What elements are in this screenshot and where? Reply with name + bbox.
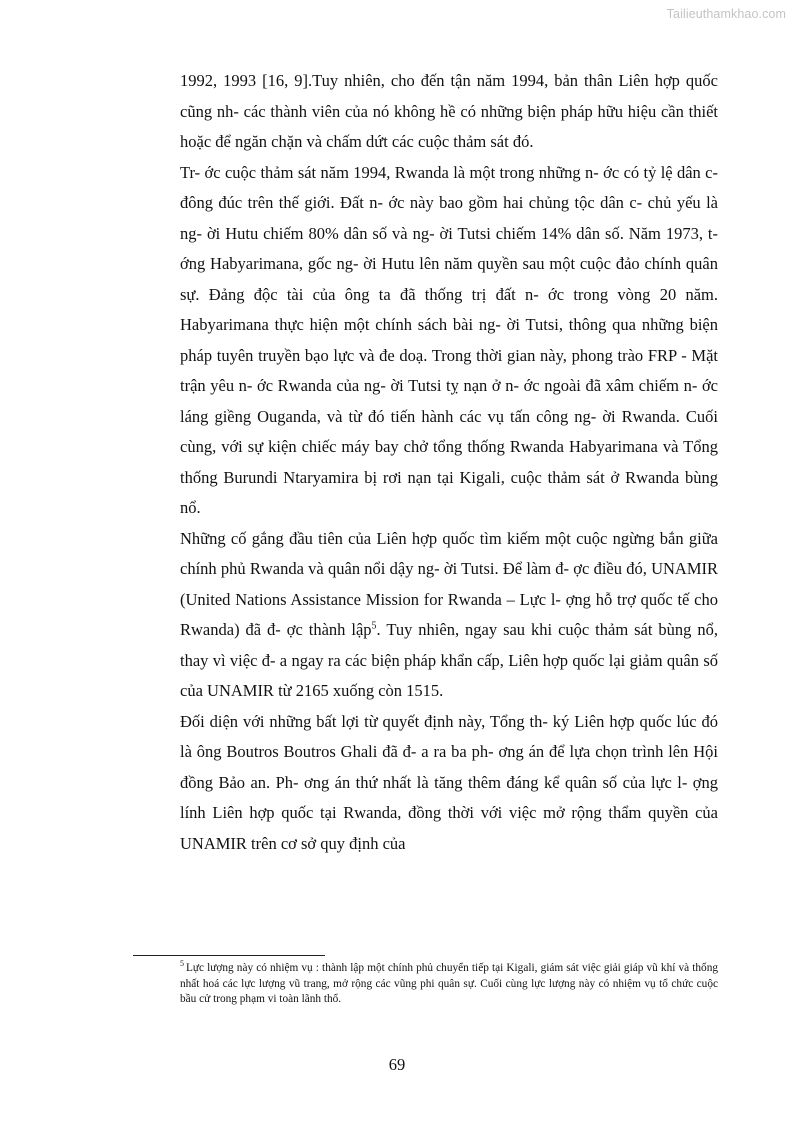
paragraph-unamir (180, 524, 718, 707)
paragraph-options (180, 707, 718, 860)
page-number: 69 (388, 1055, 406, 1074)
paragraph-intro (180, 66, 718, 158)
footnote (180, 961, 718, 1008)
paragraph-text: 1992, 1993 [16, 9].Tuy nhiên, cho đến tận năm 1994, bản thân Liên hợp quốc cũng nh- các thành viên của nó không hề có những biện pháp hữu hiệu cần thiết hoặc để ngăn chặn và chấm dứt các cuộc thảm sát đó. (180, 71, 718, 151)
paragraph-text: Tr- ớc cuộc thảm sát năm 1994, Rwanda là một trong những n- ớc có tỷ lệ dân c- đông đúc trên thế giới. Đất n- ớc này bao gồm hai chủng tộc dân c- chủ yếu là ng- ời Hutu chiếm 80% dân số và ng- ời Tutsi chiếm 14% dân số. Năm 1973, t- ớng Habyarimana, gốc ng- ời Hutu lên năm quyền sau một cuộc đảo chính quân sự. Đảng độc tài của ông ta đã thống trị đất n- ớc trong vòng 20 năm. Habyarimana thực hiện một chính sách bài ng- ời Tutsi, thông qua những biện pháp tuyên truyền bạo lực và đe doạ. Trong thời gian này, phong trào FRP - Mặt trận yêu n- ớc Rwanda của ng- ời Tutsi tỵ nạn ở n- ớc ngoài đã xâm chiếm n- ớc láng giềng Ouganda, và từ đó tiến hành các vụ tấn công ng- ời Rwanda. Cuối cùng, với sự kiện chiếc máy bay chở tổng thống Rwanda Habyarimana và Tổng thống Burundi Ntaryamira bị rơi nạn tại Kigali, cuộc thảm sát ở Rwanda bùng nổ. (180, 162, 718, 517)
paragraph-text-after: . Tuy nhiên, ngay sau khi cuộc thảm sát bùng nổ, thay vì việc đ- a ngay ra các biện pháp khẩn cấp, Liên hợp quốc lại giảm quân số của UNAMIR từ 2165 xuống còn 1515. (180, 620, 718, 700)
footnote-marker: 5 (180, 959, 184, 969)
footnote-divider (133, 955, 325, 956)
paragraph-background (180, 158, 718, 524)
footnote-text: Lực lượng này có nhiệm vụ : thành lập một chính phủ chuyển tiếp tại Kigali, giám sát việc giải giáp vũ khí và thống nhất hoá các lực lượng vũ trang, mở rộng các vũng phi quân sự. Cuối cùng lực lượng này có nhiệm vụ tổ chức cuộc bầu cử trong phạm vi toàn lãnh thổ. (180, 962, 718, 1005)
paragraph-text: Đối diện với những bất lợi từ quyết định này, Tổng th- ký Liên hợp quốc lúc đó là ông Boutros Boutros Ghali đã đ- a ra ba ph- ơng án để lựa chọn trình lên Hội đồng Bảo an. Ph- ơng án thứ nhất là tăng thêm đáng kể quân số của lực l- ợng lính Liên hợp quốc tại Rwanda, đồng thời với việc mở rộng thẩm quyền của UNAMIR trên cơ sở quy định của (180, 711, 718, 853)
watermark: Tailieuthamkhao.com (666, 7, 786, 21)
paragraph-text-before: Những cố gắng đầu tiên của Liên hợp quốc tìm kiếm một cuộc ngừng bắn giữa chính phủ Rwanda và quân nổi dậy ng- ời Tutsi. Để làm đ- ợc điều đó, UNAMIR (United Nations Assistance Mission for Rwanda – Lực l- ợng hỗ trợ quốc tế cho Rwanda) đã đ- ợc thành lập (180, 528, 718, 639)
footnote-reference[interactable]: 5 (371, 620, 377, 632)
body-text (180, 66, 718, 859)
